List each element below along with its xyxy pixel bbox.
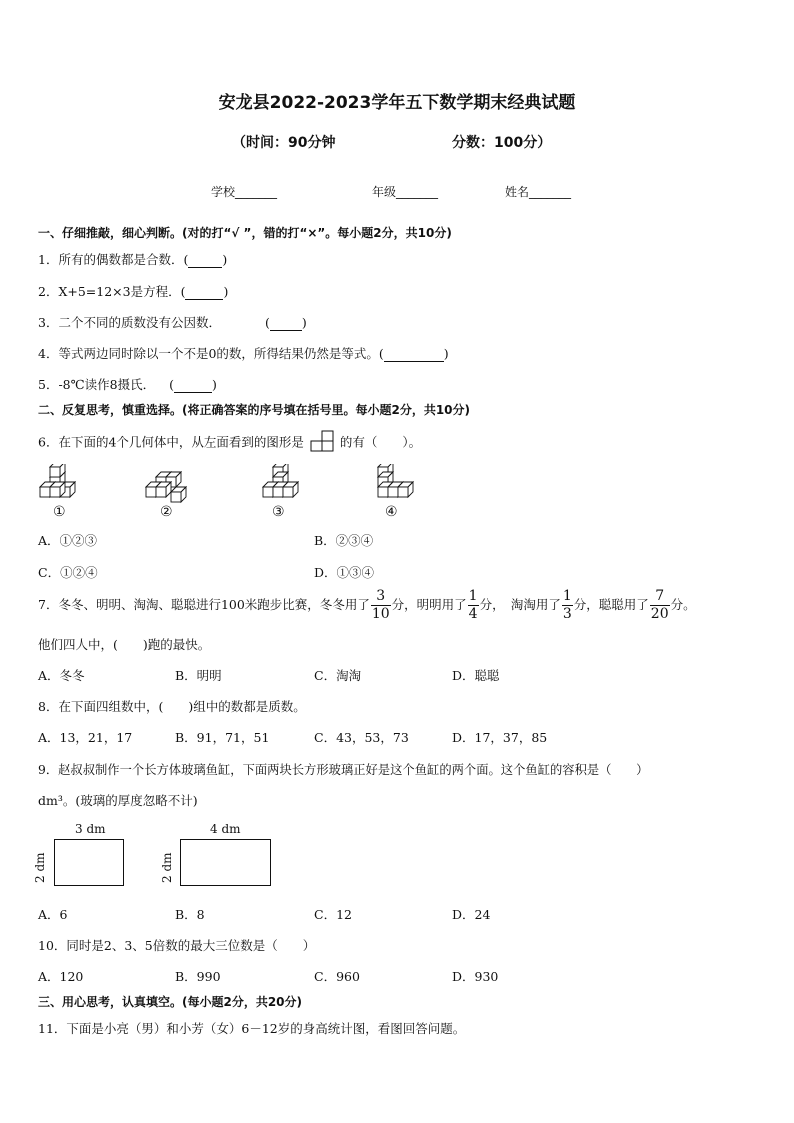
q6-option-d: D．①③④	[314, 565, 375, 580]
glass-1-height-label: 2 dm	[33, 852, 47, 883]
question-8: 8．在下面四组数中，( )组中的数都是质数。	[38, 699, 306, 714]
question-7: 7．冬冬、明明、淘淘、聪聪进行100米跑步比赛，冬冬用了 $\frac{3}{10}$ 分，明明用了 $\frac{1}{4}$ 分， 淘淘用了 $\frac{1}{3}$ 分，聪聪用了 $\frac{7}{20}$ 分。	[38, 588, 696, 622]
left-view-icon	[308, 432, 336, 454]
grade-field: 年级_______	[372, 185, 439, 199]
q9-option-c: C．12	[314, 907, 352, 922]
glass-1-width-label: 3 dm	[75, 822, 106, 836]
question-5: 5．-8℃读作8摄氏． ( )	[38, 377, 217, 392]
glass-panel-2	[180, 839, 271, 886]
glass-2-height-label: 2 dm	[160, 852, 174, 883]
figure-label-4: ④	[385, 504, 398, 520]
q6-option-b: B．②③④	[314, 533, 374, 548]
q6-option-a: A．①②③	[38, 533, 98, 548]
solid-figure-1	[40, 464, 75, 497]
q8-option-d: D．17，37，85	[452, 730, 548, 745]
question-1: 1．所有的偶数都是合数．( )	[38, 252, 228, 267]
question-2: 2．X+5=12×3是方程．( )	[38, 284, 229, 299]
q10-option-a: A．120	[38, 969, 84, 984]
q6-option-c: C．①②④	[38, 565, 98, 580]
school-field: 学校_______	[211, 185, 278, 199]
glass-2-width-label: 4 dm	[210, 822, 241, 836]
exam-score: 分数：100分）	[452, 135, 552, 151]
figure-label-1: ①	[53, 504, 66, 520]
solid-figure-2	[146, 472, 186, 502]
q8-option-c: C．43，53，73	[314, 730, 409, 745]
q10-option-c: C．960	[314, 969, 360, 984]
section-1-heading: 一、仔细推敲，细心判断。(对的打“√ ”，错的打“×”。每小题2分，共10分)	[38, 226, 452, 240]
q8-option-a: A．13，21，17	[38, 730, 133, 745]
q9-option-d: D．24	[452, 907, 491, 922]
section-3-heading: 三、用心思考，认真填空。(每小题2分，共20分)	[38, 995, 303, 1009]
question-11: 11．下面是小亮（男）和小芳（女）6－12岁的身高统计图，看图回答问题。	[38, 1021, 466, 1036]
q9-option-b: B．8	[175, 907, 205, 922]
q10-option-b: B．990	[175, 969, 221, 984]
q7-option-c: C．淘淘	[314, 668, 362, 683]
q7-option-d: D．聪聪	[452, 668, 500, 683]
question-9-line2: dm³。(玻璃的厚度忽略不计)	[38, 793, 198, 808]
figure-label-3: ③	[272, 504, 285, 520]
glass-panel-1	[54, 839, 124, 886]
question-4: 4．等式两边同时除以一个不是0的数，所得结果仍然是等式。( )	[38, 346, 449, 361]
q7-option-b: B．明明	[175, 668, 222, 683]
exam-time: （时间：90分钟	[232, 135, 336, 151]
q10-option-d: D．930	[452, 969, 499, 984]
section-2-heading: 二、反复思考，慎重选择。(将正确答案的序号填在括号里。每小题2分，共10分)	[38, 403, 471, 417]
figure-label-2: ②	[160, 504, 173, 520]
name-field: 姓名_______	[505, 185, 572, 199]
page-title: 安龙县2022-2023学年五下数学期末经典试题	[218, 93, 576, 113]
question-10: 10．同时是2、3、5倍数的最大三位数是（ ）	[38, 938, 316, 953]
question-9: 9．赵叔叔制作一个长方体玻璃鱼缸，下面两块长方形玻璃正好是这个鱼缸的两个面。这个鱼缸的容积是（ ）	[38, 763, 649, 777]
q9-option-a: A．6	[38, 907, 68, 922]
question-7-line2: 他们四人中，( )跑的最快。	[38, 637, 211, 652]
solid-figure-3	[263, 464, 298, 497]
q7-option-a: A．冬冬	[38, 668, 85, 683]
solid-figure-4	[378, 464, 413, 497]
question-3: 3．二个不同的质数没有公因数． ( )	[38, 315, 307, 330]
q8-option-b: B．91，71，51	[175, 730, 270, 745]
question-6: 6．在下面的4个几何体中，从左面看到的图形是 的有（ ）。	[38, 432, 421, 454]
